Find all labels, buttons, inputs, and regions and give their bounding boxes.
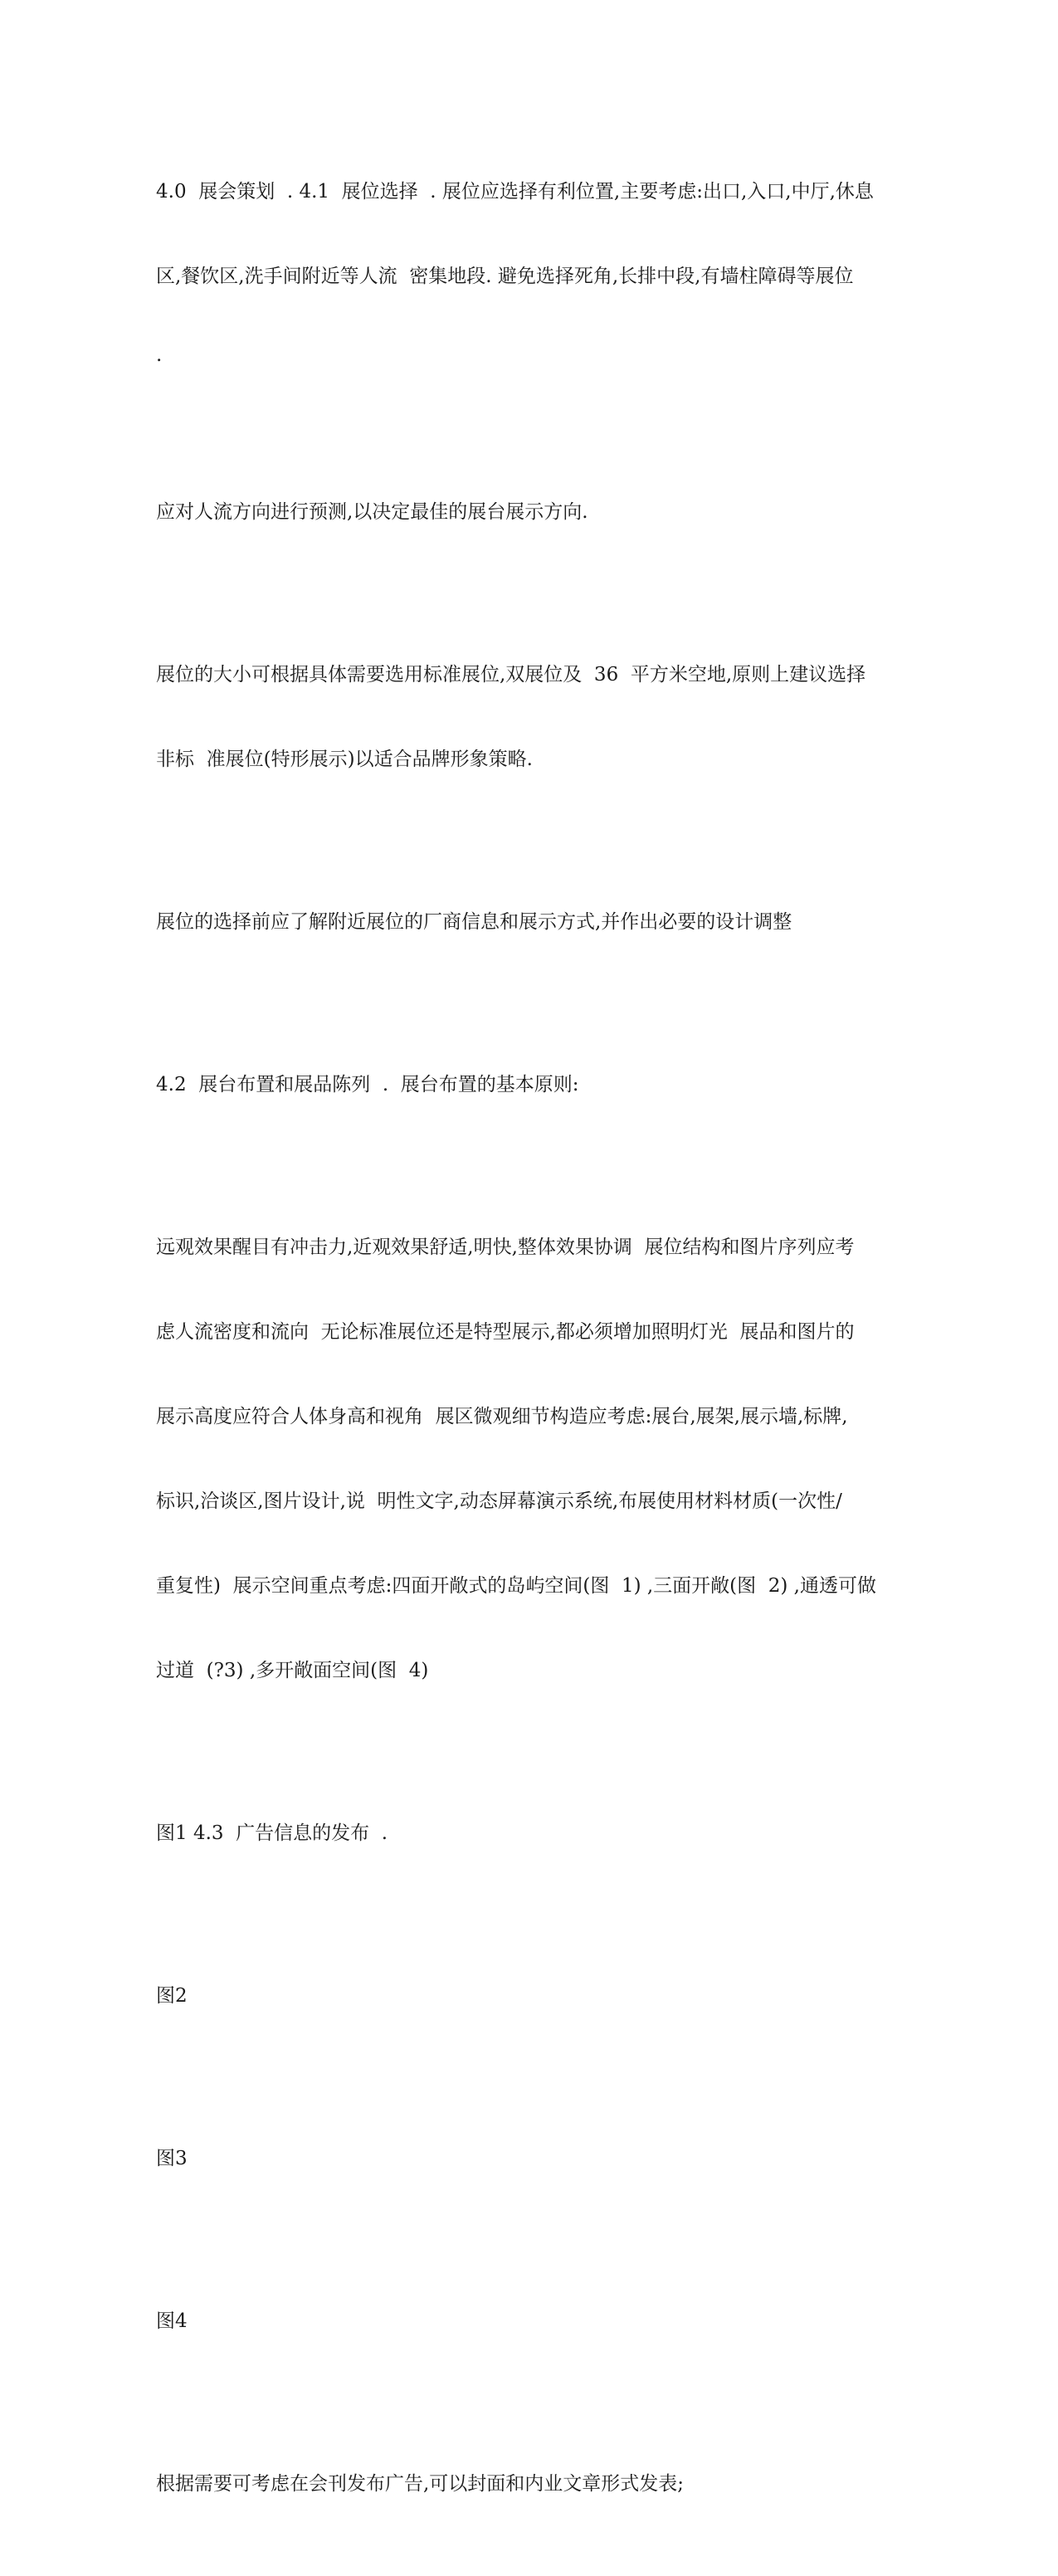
text-line: 图3 — [156, 2148, 188, 2169]
text-line: 区,餐饮区,洗手间附近等人流 密集地段. 避免选择死角,长排中段,有墙柱障碍等展位 — [156, 266, 854, 287]
text-line: 应对人流方向进行预测,以决定最佳的展台展示方向. — [156, 501, 588, 523]
text-line: 展位的大小可根据具体需要选用标准展位,双展位及 36 平方米空地,原则上建议选择 — [156, 664, 866, 685]
text-line: 重复性) 展示空间重点考虑:四面开敞式的岛屿空间(图 1) ,三面开敞(图 2) ,通透可做 — [156, 1575, 876, 1597]
text-line: 虑人流密度和流向 无论标准展位还是特型展示,都必须增加照明灯光 展品和图片的 — [156, 1321, 855, 1343]
paragraph-booth-size — [156, 604, 911, 830]
text-line: 非标 准展位(特形展示)以适合品牌形象策略. — [156, 749, 533, 770]
text-line: 图1 4.3 广告信息的发布 . — [156, 1822, 388, 1844]
text-line: 远观效果醒目有冲击力,近观效果舒适,明快,整体效果协调 展位结构和图片序列应考 — [156, 1237, 855, 1258]
text-line: 4.2 展台布置和展品陈列 . 展台布置的基本原则: — [156, 1074, 579, 1095]
text-line: 图4 — [156, 2310, 188, 2332]
paragraph-crowd-direction — [156, 442, 911, 583]
text-line: 展示高度应符合人体身高和视角 展区微观细节构造应考虑:展台,展架,展示墙,标牌, — [156, 1406, 848, 1427]
paragraph-advertising — [156, 2413, 911, 2554]
paragraph-booth-neighbors — [156, 851, 911, 993]
figure-caption-4 — [156, 2251, 911, 2392]
text-line: 根据需要可考虑在会刊发布广告,可以封面和内业文章形式发表; — [156, 2473, 685, 2495]
paragraph-figure-1-section-4-3 — [156, 1763, 911, 1904]
text-line: 4.0 展会策划 . 4.1 展位选择 . 展位应选择有利位置,主要考虑:出口,入口,中厅,休息 — [156, 181, 874, 202]
text-line: 图2 — [156, 1985, 188, 2007]
document-body — [156, 121, 911, 2576]
figure-caption-3 — [156, 2088, 911, 2229]
text-line: 过道 (?3) ,多开敞面空间(图 4) — [156, 1660, 429, 1681]
paragraph-layout-principles — [156, 1177, 911, 1741]
text-line: 展位的选择前应了解附近展位的厂商信息和展示方式,并作出必要的设计调整 — [156, 911, 792, 933]
text-line: . — [156, 344, 163, 366]
figure-caption-2 — [156, 1925, 911, 2066]
paragraph-section-4-0 — [156, 121, 911, 420]
text-line: 标识,洽谈区,图片设计,说 明性文字,动态屏幕演示系统,布展使用材料材质(一次性/ — [156, 1490, 842, 1512]
paragraph-section-4-2 — [156, 1014, 911, 1155]
